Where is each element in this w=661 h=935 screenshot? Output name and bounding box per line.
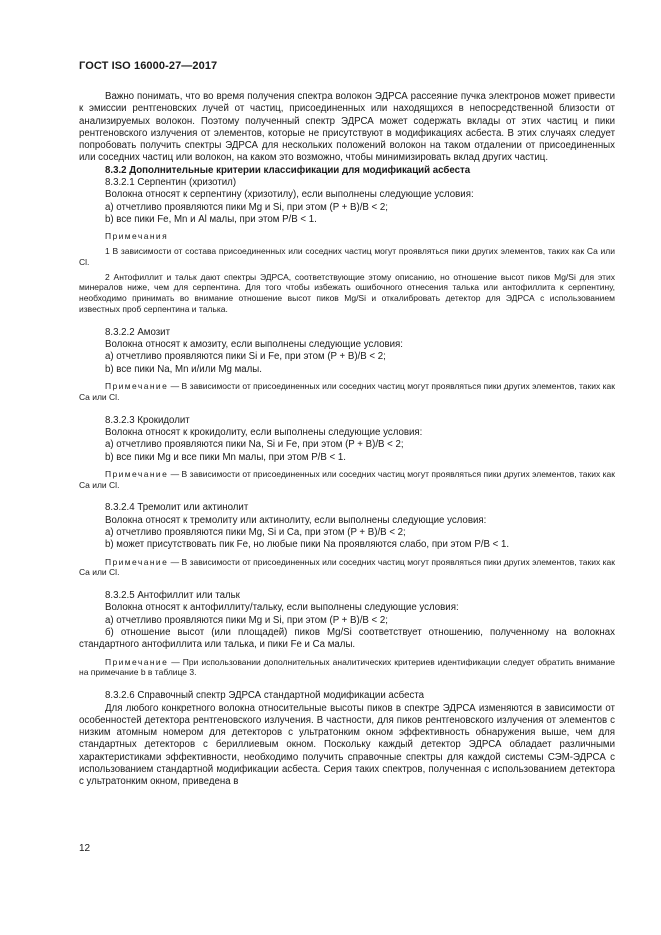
subsection-title-tremolite: 8.3.2.4 Тремолит или актинолит xyxy=(105,502,249,514)
subsection-title-crocidolite: 8.3.2.3 Крокидолит xyxy=(105,414,190,426)
subsection-title-anthophyllite: 8.3.2.5 Антофиллит или тальк xyxy=(105,590,240,602)
anthophyllite-note xyxy=(79,657,615,679)
note-label: Примечание xyxy=(105,556,169,567)
tremolite-intro: Волокна относят к тремолиту или актинолиту, если выполнены следующие условия: xyxy=(105,514,487,526)
amosite-intro: Волокна относят к амозиту, если выполнены следующие условия: xyxy=(105,339,403,351)
page-content xyxy=(79,91,615,789)
section-heading-8-3-2: 8.3.2 Дополнительные критерии классификации для модификаций асбеста xyxy=(105,164,471,176)
tremolite-condition-a: а) отчетливо проявляются пики Mg, Si и Ca, при этом (P + B)/B < 2; xyxy=(105,527,406,538)
note-text: — В зависимости от присоединенных или соседних частиц могут проявляться пики других элементов, таких как Ca или Cl. xyxy=(79,381,615,402)
note-text: — При использовании дополнительных аналитических критериев идентификации следует обратить внимание на примечание b в таблице 3. xyxy=(79,656,615,678)
note-label: Примечание xyxy=(105,381,169,392)
intro-paragraph: Важно понимать, что во время получения спектра волокон ЭДРСА рассеяние пучка электронов может привести к эмиссии рентгеновских лучей от частиц, присоединенных или находящихся в непосредственной близости от анализируемых волокон. Поэтому полученный спектр ЭДРСА может содержать вклады от этих частиц и пики рентгеновского излучения от элементов, которые не присутствуют в модификациях асбеста. В этих случаях следует попробовать получить спектры ЭДРСА для нескольких положений волокон на таком отдалении от присоединенных или соседних частиц или волокон, на каком это возможно, чтобы минимизировать вклад других частиц. xyxy=(79,91,615,164)
subsection-title-reference-spectrum: 8.3.2.6 Справочный спектр ЭДРСА стандартной модификации асбеста xyxy=(105,690,425,702)
crocidolite-condition-b: b) все пики Mg и все пики Mn малы, при этом P/B < 1. xyxy=(105,451,346,463)
serpentine-intro: Волокна относят к серпентину (хризотилу), если выполнены следующие условия: xyxy=(105,189,474,201)
page-number: 12 xyxy=(79,843,91,854)
anthophyllite-condition-a: а) отчетливо проявляются пики Mg и Si, при этом (P + B)/B < 2; xyxy=(105,614,388,626)
subsection-title-serpentine: 8.3.2.1 Серпентин (хризотил) xyxy=(105,177,237,189)
crocidolite-condition-a: а) отчетливо проявляются пики Na, Si и Fe, при этом (P + B)/B < 2; xyxy=(105,439,404,451)
note-label: Примечание xyxy=(105,468,169,479)
document-header: ГОСТ ISO 16000-27—2017 xyxy=(79,60,218,72)
serpentine-note-1: 1 В зависимости от состава присоединенных или соседних частиц могут проявляться пики других элементов, таких как Ca или Cl. xyxy=(79,246,615,267)
amosite-condition-b: b) все пики Na, Mn и/или Mg малы. xyxy=(105,363,262,375)
note-text: — В зависимости от присоединенных или соседних частиц могут проявляться пики других элементов, таких как Ca или Cl. xyxy=(79,556,615,578)
tremolite-condition-b: b) может присутствовать пик Fe, но любые пики Na проявляются слабо, при этом P/B < 1. xyxy=(105,539,510,551)
crocidolite-intro: Волокна относят к крокидолиту, если выполнены следующие условия: xyxy=(105,426,423,438)
tremolite-note xyxy=(79,557,615,579)
serpentine-condition-a: а) отчетливо проявляются пики Mg и Si, при этом (P + B)/B < 2; xyxy=(105,201,388,213)
note-text: — В зависимости от присоединенных или соседних частиц могут проявляться пики других элементов, таких как Ca или Cl. xyxy=(79,468,615,490)
reference-spectrum-paragraph: Для любого конкретного волокна относительные высоты пиков в спектре ЭДРСА изменяются в зависимости от особенностей детектора рентгеновского излучения. В частности, для пиков рентгеновского излучения от элементов с низким атомным номером для детекторов с ультратонким окном эффективность обнаружения выше, чем для стандартных детекторов с бериллиевым окном. Поскольку каждый детектор ЭДРСА обладает различными характеристиками эффективности, необходимо получить справочные спектры для каждой системы СЭМ-ЭДРСА с использованием стандартной модификации асбеста. Серия таких спектров, полученная с использованием детектора с ультратонким окном, приведена в xyxy=(79,702,615,788)
serpentine-note-2: 2 Антофиллит и тальк дают спектры ЭДРСА, соответствующие этому описанию, но отношение высот пиков Mg/Si для этих минералов ниже, чем для серпентина. Для того чтобы избежать ошибочного отнесения талька или антофиллита к серпентину, необходимо принимать во внимание отношение высот пиков Mg/Si и откалибровать детектор для ЭДРСА с использованием известных проб серпентина и талька. xyxy=(79,271,615,315)
note-label: Примечание xyxy=(105,656,169,667)
notes-label: Примечания xyxy=(105,231,169,242)
anthophyllite-condition-b: б) отношение высот (или площадей) пиков Mg/Si соответствует отношению, полученному на волокнах стандартного антофиллита или талька, и пики Fe и Ca малы. xyxy=(79,627,615,651)
subsection-title-amosite: 8.3.2.2 Амозит xyxy=(105,326,171,338)
amosite-note xyxy=(79,381,615,403)
anthophyllite-intro: Волокна относят к антофиллиту/тальку, если выполнены следующие условия: xyxy=(105,602,459,614)
amosite-condition-a: а) отчетливо проявляются пики Si и Fe, при этом (P + B)/B < 2; xyxy=(105,351,386,363)
crocidolite-note xyxy=(79,469,615,491)
serpentine-condition-b: b) все пики Fe, Mn и Al малы, при этом P/B < 1. xyxy=(105,213,317,225)
